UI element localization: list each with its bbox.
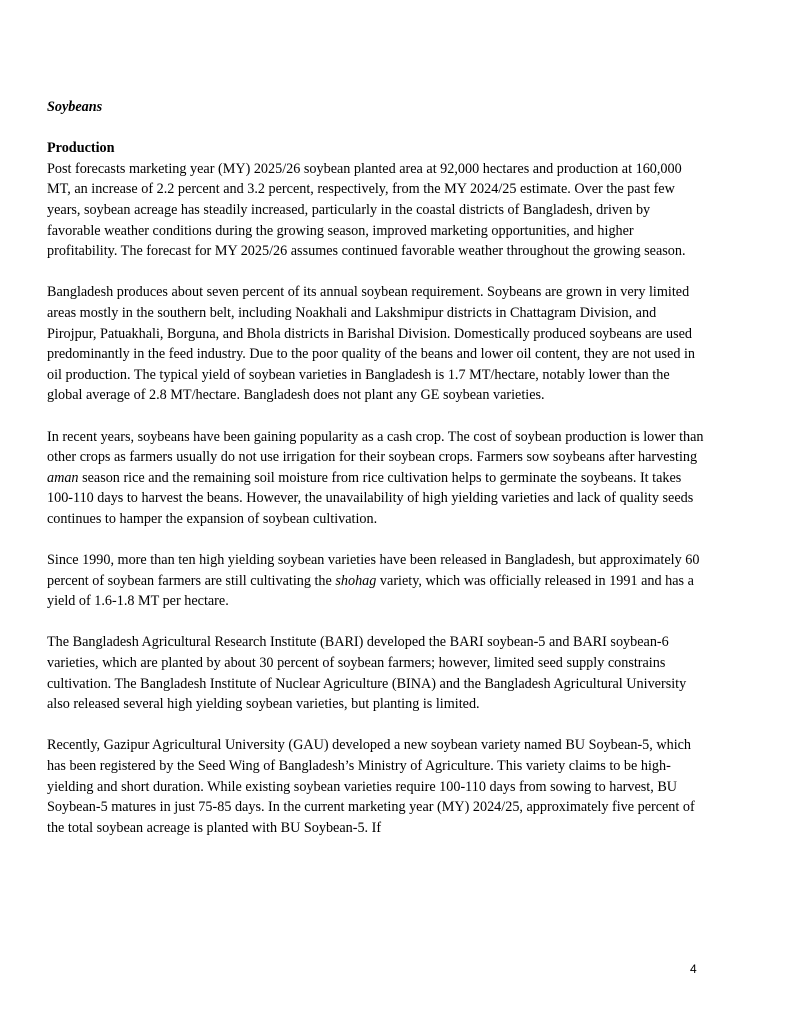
page-number: 4 (690, 962, 697, 976)
paragraph-5: The Bangladesh Agricultural Research Institute (BARI) developed the BARI soybean-5 and BARI soybean-6 varieties, which are planted by about 30 percent of soybean farmers; however, limited seed supply constrains cultivation. The Bangladesh Institute of Nuclear Agriculture (BINA) and the Bangladesh Agricultural University also released several high yielding soybean varieties, but planting is limited. (47, 634, 687, 713)
paragraph-3 (47, 427, 707, 530)
paragraph-3-part-b: season rice and the remaining soil moisture from rice cultivation helps to germinate the soybeans. It takes 100-110 days to harvest the beans. However, the unavailability of high yielding varieties and lack of quality seeds continues to hamper the expansion of soybean cultivation. (47, 469, 694, 527)
paragraph-3-emphasis: aman (47, 469, 79, 486)
paragraph-4 (47, 550, 707, 612)
paragraph-4-part-b: variety, which was officially released in 1991 and has a yield of 1.6-1.8 MT per hectare. (47, 572, 694, 610)
section-title: Soybeans (47, 99, 103, 115)
paragraph-4-part-a: Since 1990, more than ten high yielding soybean varieties have been released in Bangladesh, but approximately 60 percent of soybean farmers are still cultivating the (47, 552, 700, 589)
subheading-production: Production (47, 140, 115, 157)
paragraph-2: Bangladesh produces about seven percent of its annual soybean requirement. Soybeans are grown in very limited areas mostly in the southern belt, including Noakhali and Lakshmipur districts in Chattagram Division, and Pirojpur, Patuakhali, Borguna, and Bhola districts in Barishal Division. Domestically produced soybeans are used predominantly in the feed industry. Due to the poor quality of the beans and lower oil content, they are not used in oil production. The typical yield of soybean varieties in Bangladesh is 1.7 MT/hectare, notably lower than the global average of 2.8 MT/hectare. Bangladesh does not plant any GE soybean varieties. (47, 284, 695, 404)
paragraph-4-emphasis: shohag (335, 572, 377, 589)
paragraph-6: Recently, Gazipur Agricultural University (GAU) developed a new soybean variety named BU Soybean-5, which has been registered by the Seed Wing of Bangladesh’s Ministry of Agriculture. This variety claims to be high-yielding and short duration. While existing soybean varieties require 100-110 days from sowing to harvest, BU Soybean-5 matures in just 75-85 days. In the current marketing year (MY) 2024/25, approximately five percent of the total soybean acreage is planted with BU Soybean-5. If (47, 737, 695, 836)
document-body (47, 97, 707, 859)
paragraph-1: Post forecasts marketing year (MY) 2025/26 soybean planted area at 92,000 hectares and production at 160,000 MT, an increase of 2.2 percent and 3.2 percent, respectively, from the MY 2024/25 estimate. Over the past few years, soybean acreage has steadily increased, particularly in the coastal districts of Bangladesh, driven by favorable weather conditions during the growing season, improved marketing opportunities, and higher profitability. The forecast for MY 2025/26 assumes continued favorable weather throughout the growing season. (47, 160, 686, 260)
paragraph-3-part-a: In recent years, soybeans have been gaining popularity as a cash crop. The cost of soybean production is lower than other crops as farmers usually do not use irrigation for their soybean crops. Farmers sow soybeans after harvesting (47, 428, 704, 466)
